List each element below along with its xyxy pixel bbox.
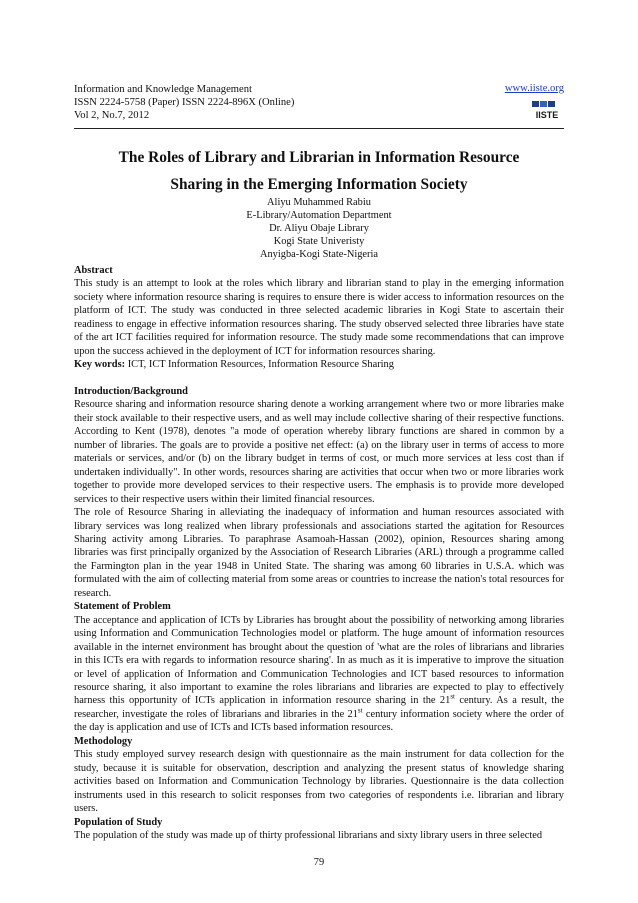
problem-text-c: century information society where the order of the day is application and use of ICTs and ICTs based information resources. — [74, 708, 564, 734]
paper-title-line-1: The Roles of Library and Librarian in Information Resource — [118, 149, 520, 166]
author-department: E-Library/Automation Department — [246, 210, 392, 222]
keywords-line — [74, 358, 564, 371]
keywords-label: Key words: — [74, 359, 126, 371]
spacer — [74, 372, 564, 385]
keywords-text: ICT, ICT Information Resources, Information Resource Sharing — [127, 359, 394, 371]
page-number: 79 — [313, 857, 325, 868]
svg-text:IISTE: IISTE — [535, 110, 559, 120]
author-block — [74, 196, 564, 261]
problem-heading: Statement of Problem — [74, 601, 171, 613]
population-paragraph: The population of the study was made up of thirty professional librarians and sixty library users in three selected — [74, 829, 543, 841]
journal-url-link[interactable]: www.iiste.org — [504, 83, 564, 94]
header-rule — [74, 128, 564, 129]
author-library: Dr. Aliyu Obaje Library — [269, 223, 369, 235]
paper-body — [74, 264, 564, 842]
abstract-heading: Abstract — [74, 265, 113, 276]
iiste-logo — [530, 99, 564, 121]
page-header — [74, 83, 564, 127]
methodology-paragraph: This study employed survey research design with questionnaire as the main instrument for data collection for the study, because it is suitable for observation, description and analyzing the present status of knowledge sharing activities based on Information and Communication Technology by libraries. Questionnaire is the data collection instruments used in this research to solicit responses from two categories of respondents i.e. librarian and library users. — [74, 749, 564, 815]
author-location: Anyigba-Kogi State-Nigeria — [259, 249, 379, 261]
problem-text-a: The acceptance and application of ICTs by Libraries has brought about the possibility of networking among libraries using Information and Communication Technologies model or platform. The huge amount of information resources available in the internet environment has brought about the question of 'what are the roles of librarians and libraries in this ICTs era with regards to information resource sharing'. In as much as it is imperative to improve the situation or level of application of Information and Communication Technologies and ICT based resources to information resource sharing, it also important to examine the roles librarians and libraries are expected to play to effectively harness this opportunity of ICTs application in information resource sharing in the 21 — [74, 614, 564, 707]
superscript: st — [357, 706, 363, 715]
problem-text-b: century. As a result, the researcher, investigate the roles of librarians and libraries in the 21 — [74, 695, 564, 720]
author-university: Kogi State Univeristy — [273, 236, 365, 248]
intro-paragraph-1: Resource sharing and information resource sharing denote a working arrangement where two or more libraries make their stock available to their respective users, and as well may include collective sharing of their respective functions. According to Kent (1978), denotes "a mode of operation whereby library functions are shared in common by a number of libraries. The goals are to provide a positive net effect: (a) on the library user in terms of access to more materials or services, and/or (b) on the library budget in terms of cost, or much more services at less cost than if undertaken individually". In other words, resources sharing are activities that occur when two or more libraries work together to provide more developed services to their respective users. The emphasis is to provide more developed services to their respective users within their limited financial resources. — [74, 399, 564, 505]
journal-name: Information and Knowledge Management — [74, 84, 252, 95]
issn-line: ISSN 2224-5758 (Paper) ISSN 2224-896X (Online) — [74, 97, 295, 109]
intro-heading: Introduction/Background — [74, 386, 188, 398]
abstract-text: This study is an attempt to look at the roles which library and librarian stand to play in the emerging information society where information resource sharing is requires to ensure there is wider access to information resources on the platform of ICT. The study was conducted in three selected academic libraries in Kogi State to ascertain their readiness to engage in effective information resources sharing. The study observed selected three libraries have state of the art ICT facilities required for information resource. The study made some recommendations that can improve upon the success achieved in the deployment of ICT for information resources sharing. — [74, 278, 564, 357]
population-heading: Population of Study — [74, 816, 163, 828]
author-name: Aliyu Muhammed Rabiu — [267, 197, 371, 208]
volume-line: Vol 2, No.7, 2012 — [74, 110, 150, 122]
problem-paragraph — [74, 614, 564, 735]
superscript: st — [450, 692, 455, 701]
paper-title-line-2: Sharing in the Emerging Information Society — [170, 176, 468, 193]
intro-paragraph-2: The role of Resource Sharing in alleviating the inadequacy of information and human resources associated with library services was long realized when library professionals and associations started the agitation for Resources Sharing activity among Libraries. To paraphrase Asamoah-Hassan (2002), opinion, Resources sharing among libraries was first principally organized by the Association of Research Libraries (ARL) through a programme called the Farmington plan in the year 1948 in United State. The sharing was among 60 libraries in U.S.A. which was formulated with the aim of collecting material from some areas or countries to increase the nation's total resources for research. — [74, 507, 564, 599]
methodology-heading: Methodology — [74, 735, 133, 747]
